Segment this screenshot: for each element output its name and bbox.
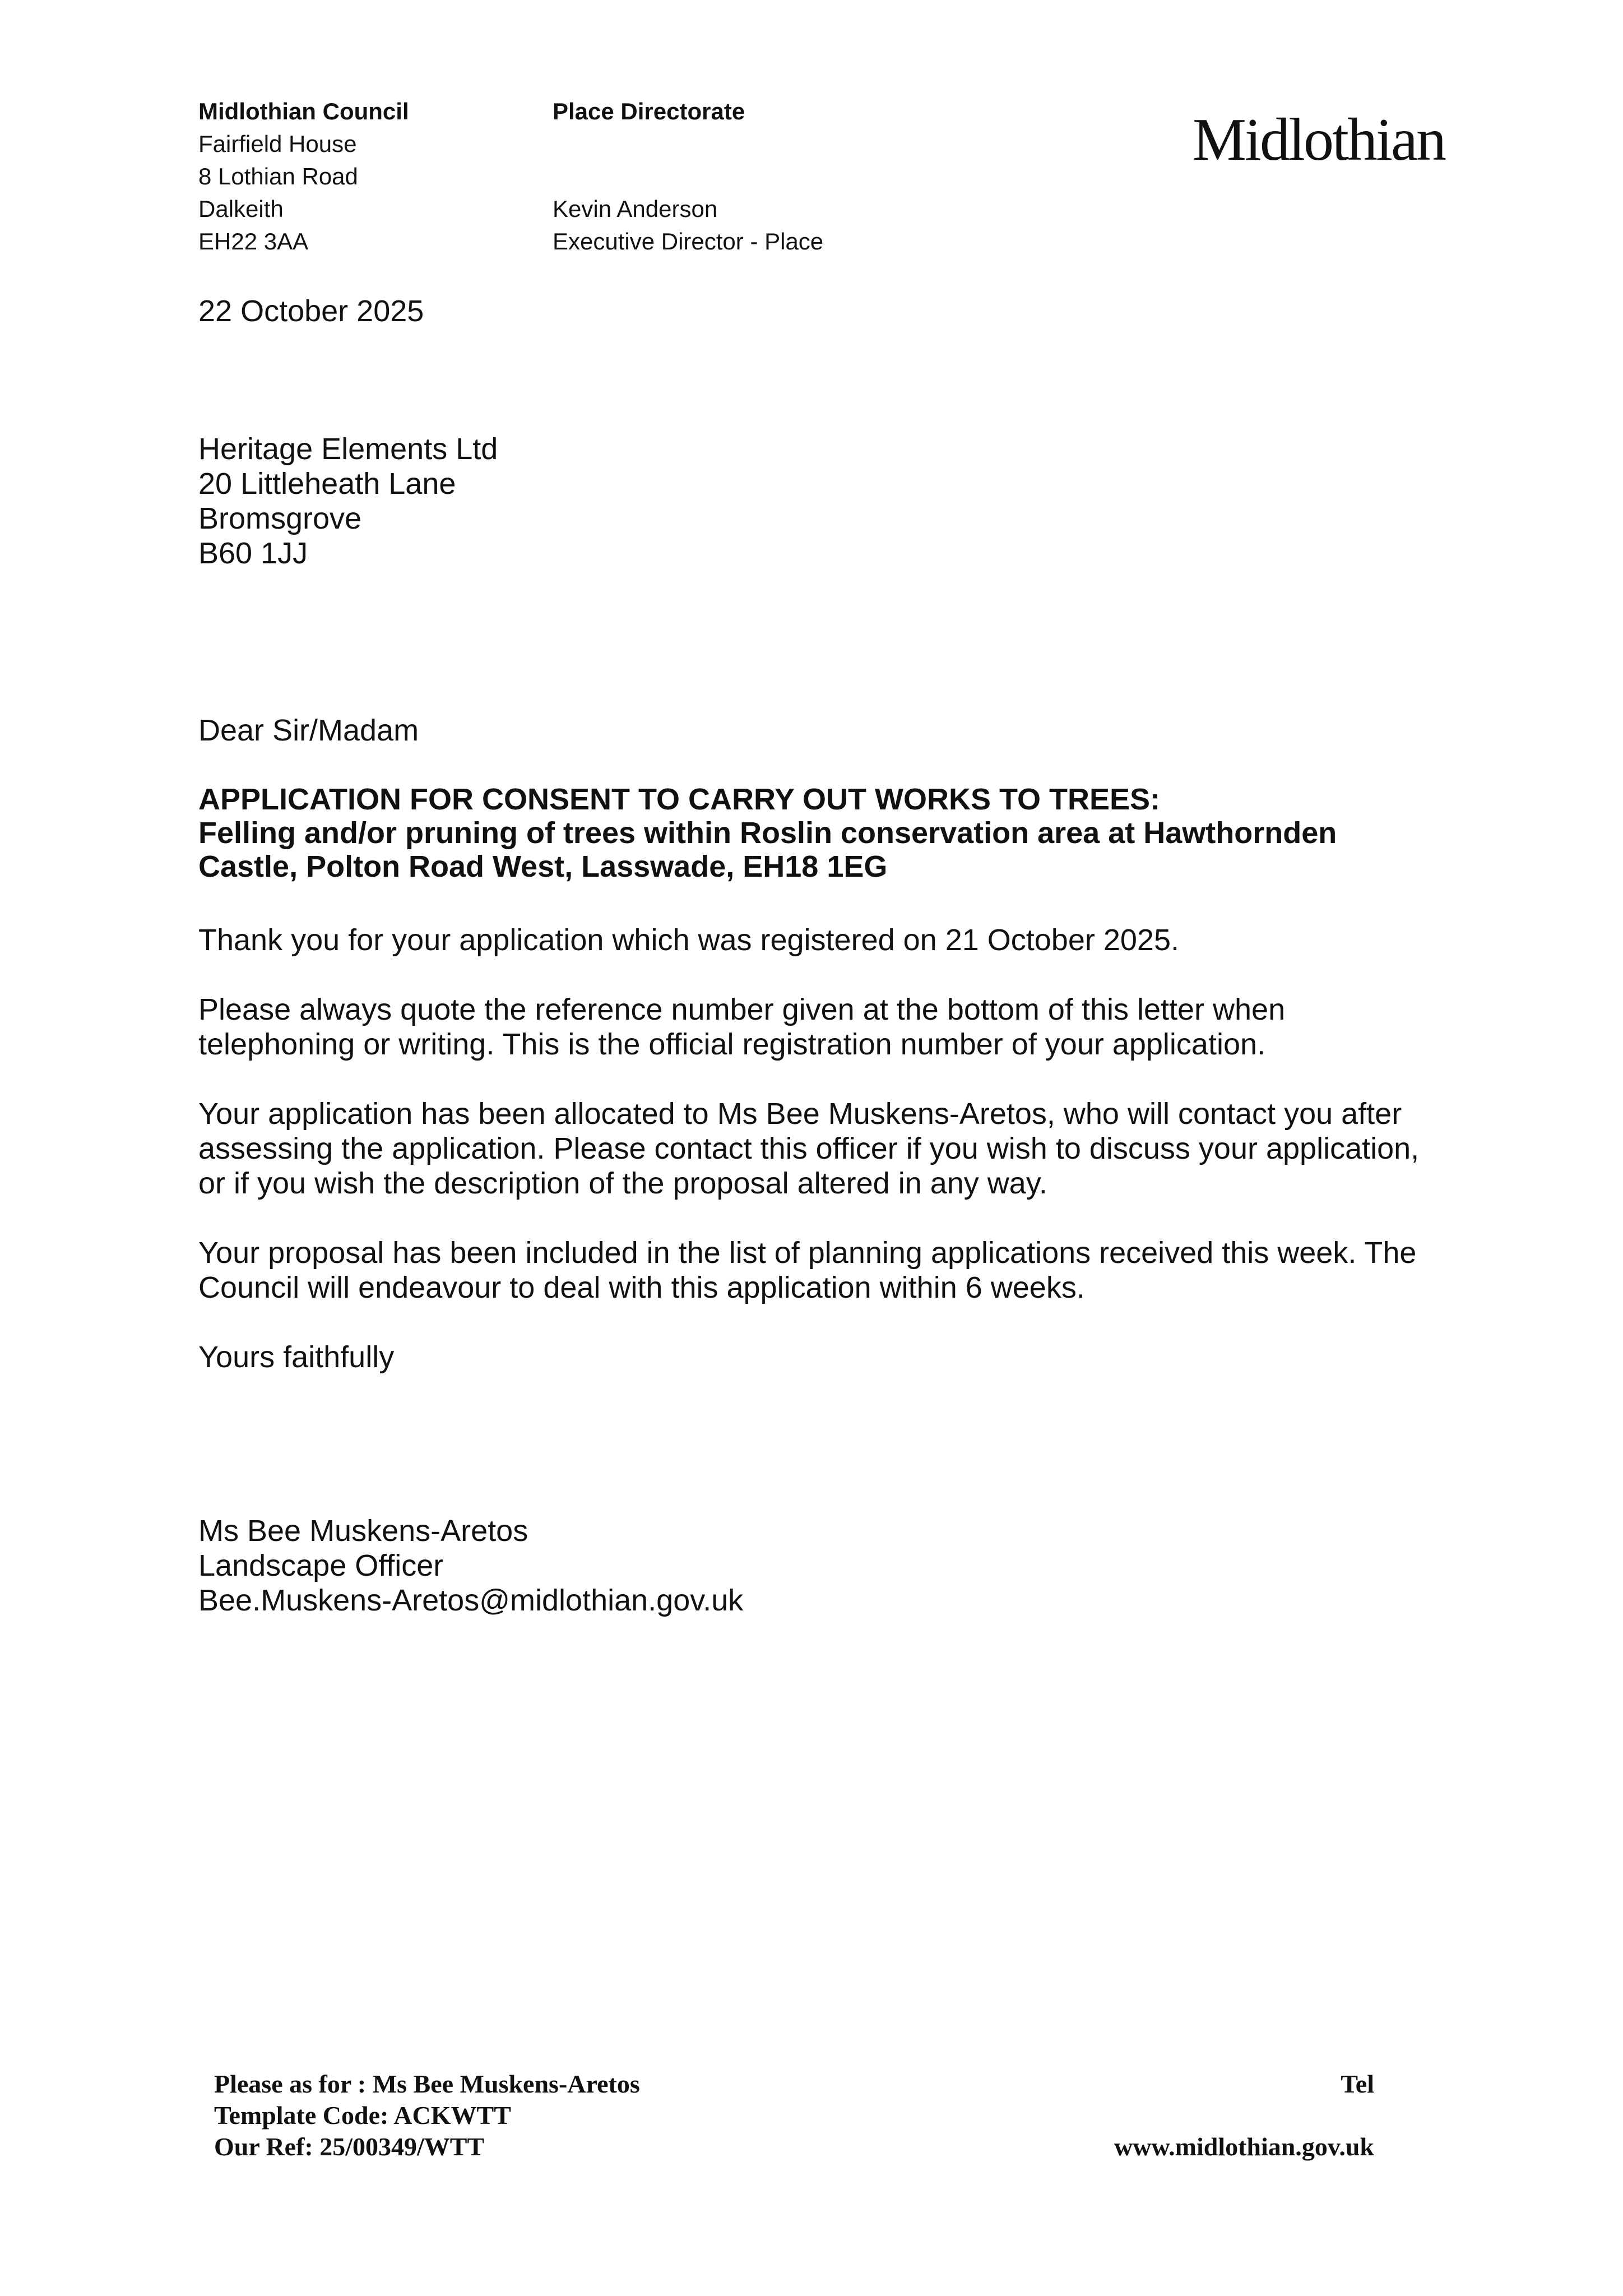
recipient-address bbox=[198, 432, 498, 571]
council-name: Midlothian Council bbox=[198, 98, 409, 124]
midlothian-logo: Midlothian bbox=[1193, 107, 1445, 173]
signatory-email[interactable]: Bee.Muskens-Aretos@midlothian.gov.uk bbox=[198, 1584, 744, 1617]
recipient-line: Bromsgrove bbox=[198, 502, 362, 535]
footer-ask-for: Please as for : Ms Bee Muskens-Aretos bbox=[214, 2070, 640, 2098]
subject-heading bbox=[198, 783, 1543, 883]
paragraph-line: Please always quote the reference number given at the bottom of this letter when bbox=[198, 993, 1286, 1026]
footer-details bbox=[214, 2068, 640, 2163]
letter-date: 22 October 2025 bbox=[198, 294, 424, 328]
footer-our-ref: Our Ref: 25/00349/WTT bbox=[214, 2132, 485, 2161]
paragraph-allocation bbox=[198, 1096, 1487, 1201]
directorate-block bbox=[553, 95, 823, 258]
paragraph-line: Thank you for your application which was registered on 21 October 2025. bbox=[198, 923, 1179, 957]
footer-contact bbox=[1065, 2068, 1374, 2163]
signatory-block bbox=[198, 1513, 743, 1618]
subject-line: Felling and/or pruning of trees within Roslin conservation area at Hawthornden bbox=[198, 816, 1337, 850]
council-address-line: EH22 3AA bbox=[198, 228, 309, 254]
footer-website[interactable]: www.midlothian.gov.uk bbox=[1114, 2132, 1374, 2161]
director-name: Kevin Anderson bbox=[553, 196, 718, 222]
recipient-line: Heritage Elements Ltd bbox=[198, 432, 498, 466]
recipient-line: 20 Littleheath Lane bbox=[198, 467, 456, 501]
council-address-line: Dalkeith bbox=[198, 196, 284, 222]
directorate-name: Place Directorate bbox=[553, 98, 745, 124]
signatory-name: Ms Bee Muskens-Aretos bbox=[198, 1514, 528, 1548]
paragraph-line: assessing the application. Please contact this officer if you wish to discuss your application, bbox=[198, 1132, 1420, 1165]
paragraph-line: Council will endeavour to deal with this application within 6 weeks. bbox=[198, 1271, 1085, 1304]
paragraph-reference bbox=[198, 992, 1487, 1062]
footer-template-code: Template Code: ACKWTT bbox=[214, 2101, 511, 2130]
salutation: Dear Sir/Madam bbox=[198, 714, 419, 747]
council-address-block bbox=[198, 95, 409, 258]
subject-line: Castle, Polton Road West, Lasswade, EH18 1EG bbox=[198, 850, 888, 883]
paragraph-registration bbox=[198, 923, 1487, 957]
paragraph-line: or if you wish the description of the proposal altered in any way. bbox=[198, 1166, 1047, 1200]
paragraph-line: Your proposal has been included in the list of planning applications received this week. The bbox=[198, 1236, 1417, 1270]
paragraph-line: Your application has been allocated to Ms Bee Muskens-Aretos, who will contact you after bbox=[198, 1097, 1402, 1131]
subject-line: APPLICATION FOR CONSENT TO CARRY OUT WORKS TO TREES: bbox=[198, 783, 1161, 816]
director-title: Executive Director - Place bbox=[553, 228, 824, 254]
council-address-line: 8 Lothian Road bbox=[198, 163, 358, 189]
closing: Yours faithfully bbox=[198, 1340, 395, 1374]
recipient-line: B60 1JJ bbox=[198, 536, 308, 570]
footer-tel: Tel bbox=[1341, 2070, 1374, 2098]
paragraph-line: telephoning or writing. This is the official registration number of your application. bbox=[198, 1027, 1266, 1061]
signatory-title: Landscape Officer bbox=[198, 1549, 444, 1582]
council-address-line: Fairfield House bbox=[198, 131, 357, 157]
paragraph-timescale bbox=[198, 1235, 1487, 1305]
